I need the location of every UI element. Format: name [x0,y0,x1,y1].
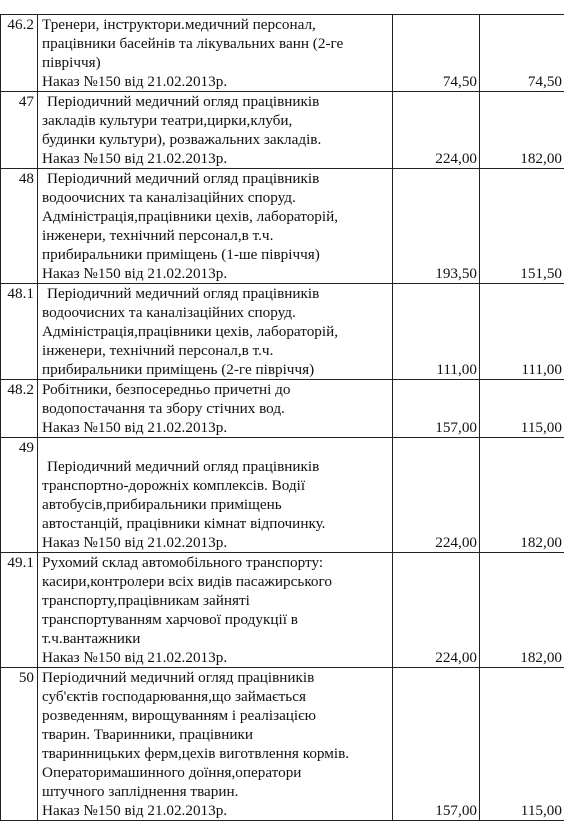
table-row [1,438,564,553]
row-number: 47 [1,92,38,169]
price-a: 224,00 [393,438,480,553]
price-a: 111,00 [393,284,480,380]
description-line: транспорту,працівникам зайняті [42,592,250,609]
service-description [38,380,393,438]
description-line: Періодичний медичний огляд працівників [47,170,320,187]
service-description [38,169,393,284]
description-line: Операторимашинного доїння,оператори [42,764,302,781]
description-line: Періодичний медичний огляд працівників [47,285,320,302]
description-line: закладів культури театри,цирки,клуби, [42,112,293,129]
description-line: Адміністрація,працівники цехів, лабораторій, [42,323,339,340]
price-b: 182,00 [480,553,564,668]
description-line: Робітники, безпосередньо причетні до [42,381,291,398]
price-a: 193,50 [393,169,480,284]
description-line: водоочисних та каналізаційних споруд. [42,189,296,206]
price-b: 151,50 [480,169,564,284]
description-line: Наказ №150 від 21.02.2013р. [42,802,228,819]
description-line: працівники басейнів та лікувальних ванн (2-ге [42,35,344,52]
price-table-body [1,15,564,821]
description-line: касири,контролери всіх видів пасажирського [42,573,332,590]
price-b: 182,00 [480,92,564,169]
description-line: Наказ №150 від 21.02.2013р. [42,150,228,167]
table-row [1,553,564,668]
row-number: 50 [1,668,38,821]
description-line: Періодичний медичний огляд працівників [42,669,315,686]
table-row [1,284,564,380]
service-description [38,438,393,553]
table-row [1,92,564,169]
service-description [38,284,393,380]
description-line: Періодичний медичний огляд працівників [47,93,320,110]
description-line: Тренери, інструктори.медичний персонал, [42,16,316,33]
price-a: 74,50 [393,15,480,92]
description-line: суб'єктів господарювання,що займається [42,688,306,705]
row-number: 48.1 [1,284,38,380]
description-line: Рухомий склад автомобільного транспорту: [42,554,324,571]
description-line: Наказ №150 від 21.02.2013р. [42,534,228,551]
row-number: 49.1 [1,553,38,668]
description-line: Періодичний медичний огляд працівників [47,458,320,475]
price-a: 157,00 [393,380,480,438]
table-row [1,668,564,821]
description-line: тваринницьких ферм,цехів виготвлення кормів. [42,745,350,762]
service-description [38,92,393,169]
description-line: будинки культури), розважальних закладів. [42,131,322,148]
price-b: 111,00 [480,284,564,380]
price-b: 115,00 [480,668,564,821]
price-a: 224,00 [393,92,480,169]
description-line: Наказ №150 від 21.02.2013р. [42,419,228,436]
description-line: тварин. Тваринники, працівники [42,726,253,743]
row-number: 49 [1,438,38,553]
price-a: 157,00 [393,668,480,821]
price-b: 182,00 [480,438,564,553]
description-line: транспортуванням харчової продукції в [42,611,298,628]
description-line: прибиральники приміщень (2-ге півріччя) [42,361,315,378]
description-line: інженери, технічний персонал,в т.ч. [42,227,274,244]
description-line: прибиральники приміщень (1-ше півріччя) [42,246,320,263]
description-line: автобусів,прибиральники приміщень [42,496,282,513]
row-number: 48 [1,169,38,284]
table-row [1,169,564,284]
description-line: штучного запліднення тварин. [42,783,239,800]
description-line: інженери, технічний персонал,в т.ч. [42,342,274,359]
service-description [38,668,393,821]
description-line: Наказ №150 від 21.02.2013р. [42,649,228,666]
price-a: 224,00 [393,553,480,668]
description-line: Наказ №150 від 21.02.2013р. [42,265,228,282]
description-line: т.ч.вантажники [42,630,141,647]
description-line: Наказ №150 від 21.02.2013р. [42,73,228,90]
description-line: Адміністрація,працівники цехів, лабораторій, [42,208,339,225]
row-number: 48.2 [1,380,38,438]
description-line: автостанцій, працівники кімнат відпочинку. [42,515,326,532]
description-line: транспортно-дорожніх комплексів. Водії [42,477,306,494]
description-line: півріччя) [42,54,101,71]
table-row [1,380,564,438]
price-b: 74,50 [480,15,564,92]
service-description [38,15,393,92]
table-row [1,15,564,92]
row-number: 46.2 [1,15,38,92]
service-description [38,553,393,668]
description-line: водоочисних та каналізаційних споруд. [42,304,296,321]
description-line: розведенням, вирощуванням і реалізацією [42,707,317,724]
description-line: водопостачання та збору стічних вод. [42,400,285,417]
price-b: 115,00 [480,380,564,438]
description-line [42,438,390,457]
price-table [0,14,564,821]
